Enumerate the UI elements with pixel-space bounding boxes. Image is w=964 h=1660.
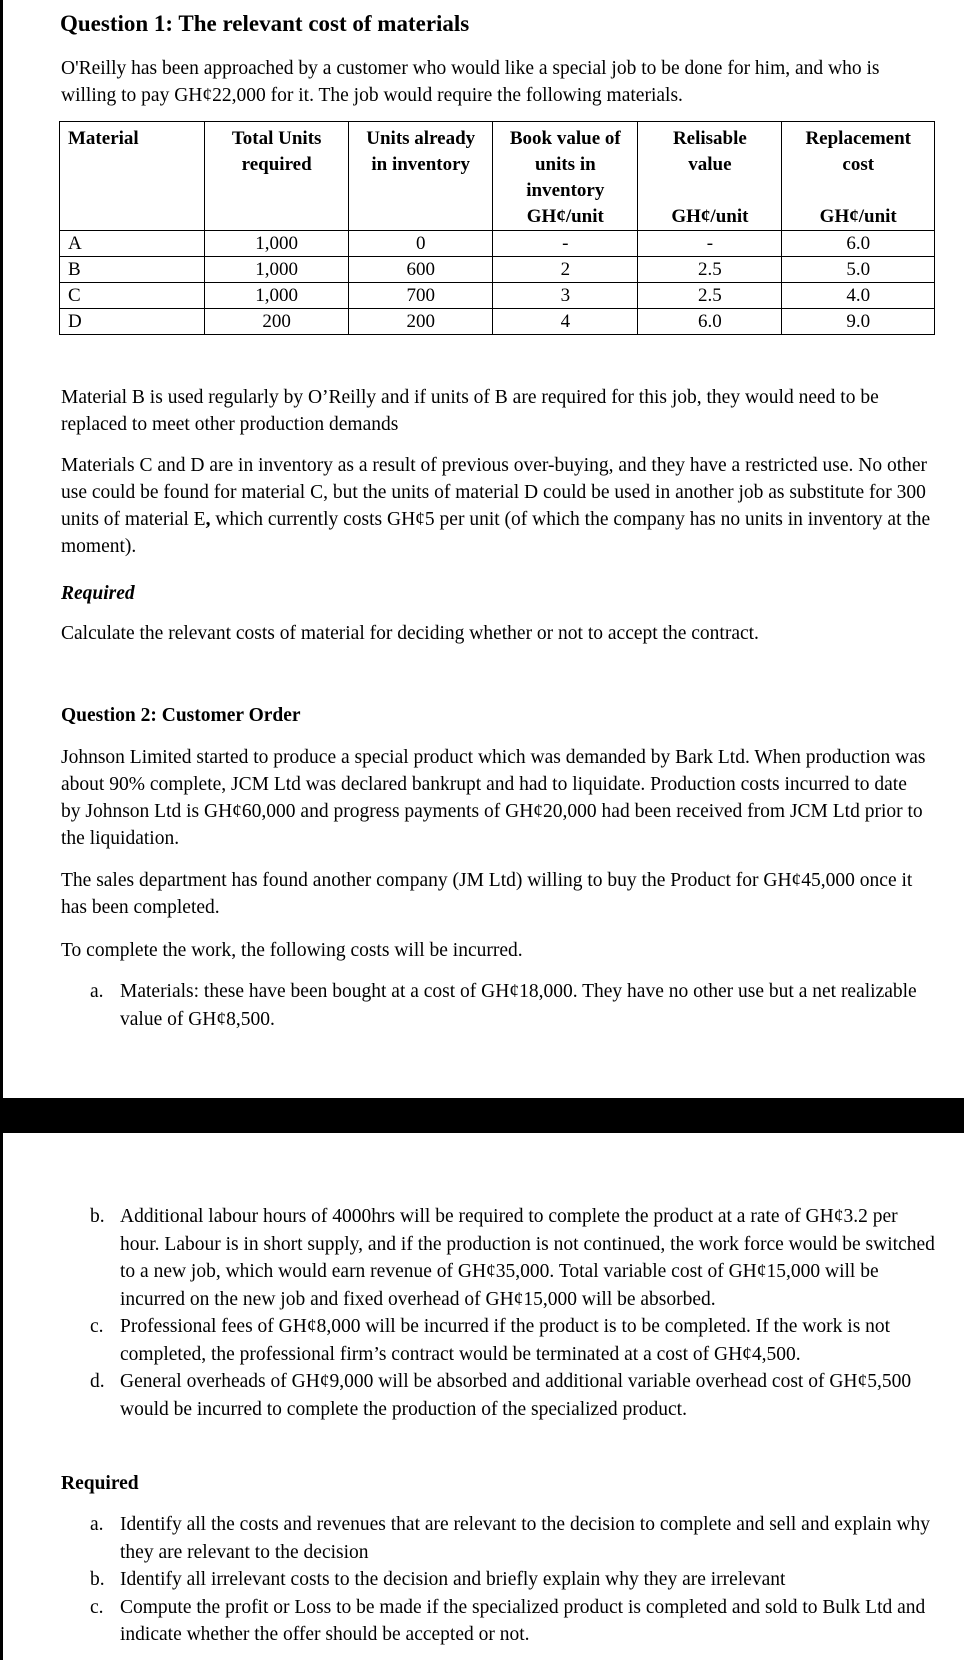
materials-c-d-paragraph	[61, 452, 931, 560]
materials-c-d-text: Materials C and D are in inventory as a result of previous over-buying, and they have a restricted use. No other use could be found for material C, but the units of material D could be used in another job as substitute for 300 units of material E	[61, 455, 928, 530]
list-item-text: Professional fees of GH¢8,000 will be incurred if the product is to be completed. If the work is not completed, the professional firm’s contract would be terminated at a cost of GH¢4,500.	[120, 1316, 891, 1365]
table-cell: 4	[493, 309, 638, 335]
table-cell: B	[60, 257, 205, 283]
table-cell: D	[60, 309, 205, 335]
list-item	[90, 1594, 940, 1649]
table-header-cell: Total Units required	[205, 122, 349, 205]
table-units-cell: GH¢/unit	[493, 204, 638, 231]
table-cell: 2.5	[638, 257, 782, 283]
list-item-text: Materials: these have been bought at a cost of GH¢18,000. They have no other use but a net realizable value of GH¢8,500.	[120, 981, 917, 1030]
list-item	[90, 1313, 940, 1368]
table-cell: 600	[349, 257, 493, 283]
table-header-row	[60, 122, 935, 205]
table-units-cell: GH¢/unit	[782, 204, 935, 231]
table-units-cell	[205, 204, 349, 231]
question-1-title: Question 1: The relevant cost of materials	[60, 11, 470, 36]
question-2-paragraph-1: Johnson Limited started to produce a special product which was demanded by Bark Ltd. When production was about 90% complete, JCM Ltd was declared bankrupt and had to liquidate. Production costs incurred to date by Johnson Ltd is GH¢60,000 and progress payments of GH¢20,000 had been received from JCM Ltd prior to the liquidation.	[61, 747, 926, 849]
list-item	[90, 1566, 940, 1594]
table-cell: 2	[493, 257, 638, 283]
table-cell: 9.0	[782, 309, 935, 335]
list-marker: a.	[90, 1514, 104, 1535]
table-cell: C	[60, 283, 205, 309]
list-marker: c.	[90, 1596, 104, 1618]
table-units-cell	[60, 204, 205, 231]
list-marker: b.	[90, 1569, 105, 1590]
table-row	[60, 257, 935, 283]
materials-c-d-comma: ,	[205, 509, 211, 530]
document-page-2	[0, 1133, 964, 1660]
table-cell: 200	[205, 309, 349, 335]
table-cell: -	[638, 231, 782, 257]
table-cell: 4.0	[782, 283, 935, 309]
table-cell: 2.5	[638, 283, 782, 309]
question-2-paragraph-2: The sales department has found another company (JM Ltd) willing to buy the Product for GH¢45,000 once it has been completed.	[61, 870, 913, 918]
question-1-required-text: Calculate the relevant costs of material for deciding whether or not to accept the contract.	[61, 623, 759, 644]
table-cell: 5.0	[782, 257, 935, 283]
list-item-text: General overheads of GH¢9,000 will be absorbed and additional variable overhead cost of GH¢5,500 would be incurred to complete the production of the specialized product.	[120, 1371, 912, 1420]
list-marker: a.	[90, 981, 104, 1002]
table-header-cell: Relisable value	[638, 122, 782, 205]
table-units-cell: GH¢/unit	[638, 204, 782, 231]
table-cell: 6.0	[638, 309, 782, 335]
list-item	[90, 1511, 940, 1566]
table-row	[60, 309, 935, 335]
question-1-required-label: Required	[61, 583, 135, 604]
table-header-cell: Material	[60, 122, 205, 205]
page-separator-band	[0, 1098, 964, 1133]
table-row	[60, 231, 935, 257]
table-header-cell: Book value of units in inventory	[493, 122, 638, 205]
list-item	[90, 978, 940, 1033]
table-cell: 3	[493, 283, 638, 309]
list-marker: d.	[90, 1371, 105, 1392]
question-2-title: Question 2: Customer Order	[61, 705, 301, 726]
table-cell: 1,000	[205, 257, 349, 283]
list-marker: c.	[90, 1316, 104, 1337]
table-cell: 1,000	[205, 283, 349, 309]
required-list	[90, 1511, 940, 1649]
table-cell: 1,000	[205, 231, 349, 257]
list-item-text: Additional labour hours of 4000hrs will be required to complete the product at a rate of GH¢3.2 per hour. Labour is in short supply, and if the production is not continued, the work force would be switched to a new job, which would earn revenue of GH¢35,000. Total variable cost of GH¢15,000 will be incurred on the new job and fixed overhead of GH¢15,000 will be absorbed.	[120, 1206, 935, 1310]
table-units-cell	[349, 204, 493, 231]
question-2-required-label: Required	[61, 1473, 139, 1494]
table-cell: 6.0	[782, 231, 935, 257]
table-header-cell: Units already in inventory	[349, 122, 493, 205]
table-cell: 700	[349, 283, 493, 309]
table-cell: -	[493, 231, 638, 257]
list-item-text: Identify all the costs and revenues that are relevant to the decision to complete and sell and explain why they are relevant to the decision	[120, 1514, 931, 1563]
table-cell: A	[60, 231, 205, 257]
page-left-border	[0, 1133, 3, 1660]
table-units-row	[60, 204, 935, 231]
question-2-paragraph-3: To complete the work, the following costs will be incurred.	[61, 940, 523, 961]
material-b-paragraph: Material B is used regularly by O’Reilly and if units of B are required for this job, they would need to be replaced to meet other production demands	[61, 387, 879, 435]
page-left-border	[0, 0, 3, 1098]
materials-c-d-text-cont: which currently costs GH¢5 per unit (of which the company has no units in inventory at the moment).	[61, 509, 931, 557]
question-1-intro: O'Reilly has been approached by a customer who would like a special job to be done for him, and who is willing to pay GH¢22,000 for it. The job would require the following materials.	[61, 58, 880, 106]
materials-table	[59, 121, 935, 335]
cost-list-part-1	[90, 978, 940, 1033]
table-cell: 0	[349, 231, 493, 257]
list-item	[90, 1203, 940, 1313]
table-cell: 200	[349, 309, 493, 335]
cost-list-part-2	[90, 1203, 940, 1423]
list-item-text: Compute the profit or Loss to be made if the specialized product is completed and sold to Bulk Ltd and indicate whether the offer should be accepted or not.	[120, 1596, 926, 1645]
list-item	[90, 1368, 940, 1423]
list-marker: b.	[90, 1206, 105, 1227]
table-header-cell: Replacement cost	[782, 122, 935, 205]
table-row	[60, 283, 935, 309]
list-item-text: Identify all irrelevant costs to the decision and briefly explain why they are irrelevant	[120, 1569, 786, 1590]
